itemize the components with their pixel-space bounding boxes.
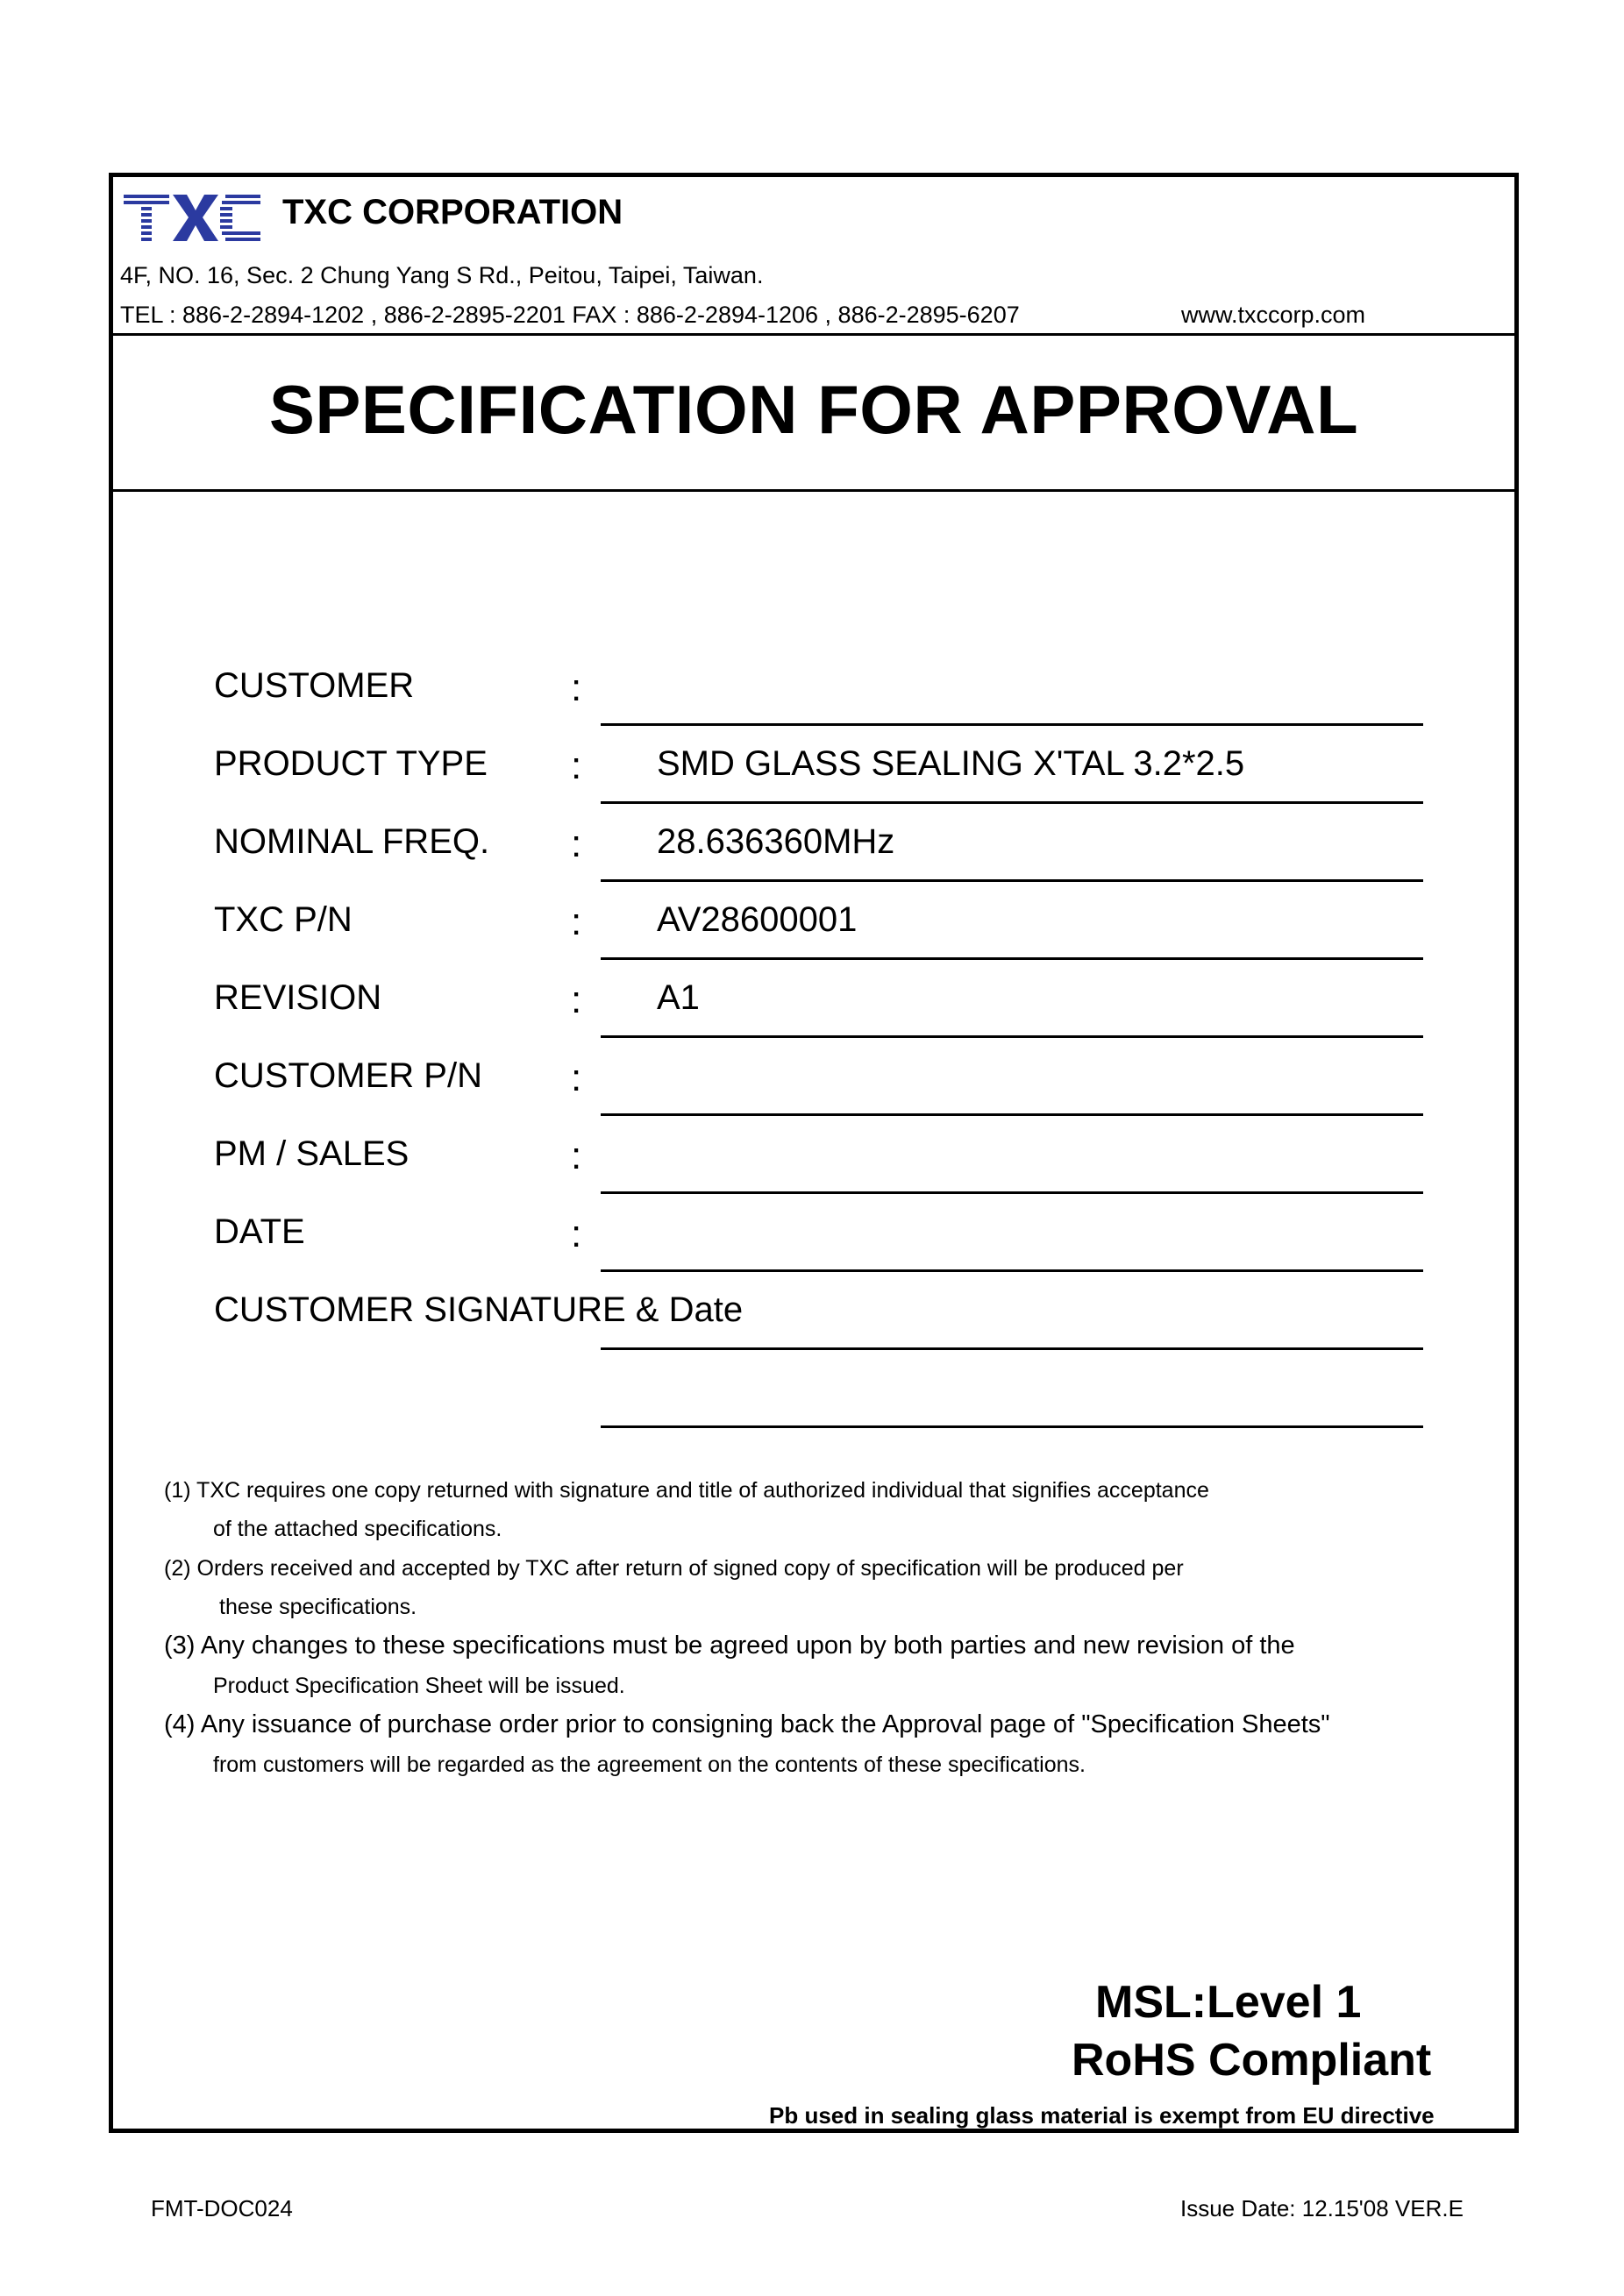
field-label-txc-pn: TXC P/N — [214, 900, 353, 939]
company-tel-fax: TEL : 886-2-2894-1202 , 886-2-2895-2201 FAX : 886-2-2894-1206 , 886-2-2895-6207 — [120, 302, 1020, 328]
field-colon: : — [571, 822, 582, 865]
field-colon: : — [571, 744, 582, 787]
field-underline — [601, 1113, 1423, 1116]
header-divider — [113, 333, 1514, 336]
company-name: TXC CORPORATION — [282, 193, 623, 231]
company-website: www.txccorp.com — [1181, 302, 1366, 328]
field-colon: : — [571, 900, 582, 943]
note-2: (2) Orders received and accepted by TXC after return of signed copy of specification will be produced per — [164, 1556, 1184, 1581]
page-title: SPECIFICATION FOR APPROVAL — [268, 371, 1359, 448]
note-2-cont: these specifications. — [219, 1595, 417, 1619]
field-value-nominal-freq: 28.636360MHz — [657, 822, 895, 861]
pb-exemption-note: Pb used in sealing glass material is exempt from EU directive — [769, 2102, 1435, 2129]
field-label-customer-pn: CUSTOMER P/N — [214, 1056, 482, 1095]
field-colon: : — [571, 666, 582, 709]
note-3-cont: Product Specification Sheet will be issued. — [213, 1674, 625, 1698]
field-label-product-type: PRODUCT TYPE — [214, 744, 488, 783]
note-1: (1) TXC requires one copy returned with signature and title of authorized individual that signifies acceptance — [164, 1478, 1209, 1503]
field-underline — [601, 1191, 1423, 1194]
footer-doc-code: FMT-DOC024 — [151, 2195, 293, 2221]
field-value-revision: A1 — [657, 978, 700, 1017]
field-label-date: DATE — [214, 1212, 305, 1251]
field-colon: : — [571, 1134, 582, 1177]
note-1-cont: of the attached specifications. — [213, 1517, 502, 1541]
footer-issue-date: Issue Date: 12.15'08 VER.E — [1180, 2195, 1464, 2221]
field-underline — [601, 801, 1423, 804]
field-underline — [601, 1035, 1423, 1038]
field-underline — [601, 957, 1423, 960]
field-colon: : — [571, 1212, 582, 1255]
field-value-product-type: SMD GLASS SEALING X'TAL 3.2*2.5 — [657, 744, 1245, 783]
field-value-txc-pn: AV28600001 — [657, 900, 858, 939]
field-colon: : — [571, 1056, 582, 1099]
field-underline — [601, 879, 1423, 882]
txc-logo — [122, 191, 262, 244]
company-address: 4F, NO. 16, Sec. 2 Chung Yang S Rd., Peitou, Taipei, Taiwan. — [120, 262, 764, 288]
field-underline — [601, 723, 1423, 726]
signature-label: CUSTOMER SIGNATURE & Date — [214, 1290, 744, 1329]
field-colon: : — [571, 978, 582, 1021]
field-label-pm-sales: PM / SALES — [214, 1134, 410, 1173]
msl-level: MSL:Level 1 — [1095, 1977, 1362, 2028]
note-4: (4) Any issuance of purchase order prior to consigning back the Approval page of "Specification Sheets" — [164, 1710, 1330, 1738]
rohs-compliant: RoHS Compliant — [1072, 2035, 1432, 2086]
field-underline — [601, 1269, 1423, 1272]
field-label-customer: CUSTOMER — [214, 666, 415, 705]
note-3: (3) Any changes to these specifications must be agreed upon by both parties and new revision of the — [164, 1631, 1295, 1660]
specification-frame — [109, 173, 1519, 2133]
title-divider — [113, 489, 1514, 492]
signature-underline — [601, 1347, 1423, 1350]
note-4-cont: from customers will be regarded as the agreement on the contents of these specifications. — [213, 1752, 1086, 1777]
field-label-nominal-freq: NOMINAL FREQ. — [214, 822, 490, 861]
field-label-revision: REVISION — [214, 978, 382, 1017]
signature-underline — [601, 1425, 1423, 1428]
